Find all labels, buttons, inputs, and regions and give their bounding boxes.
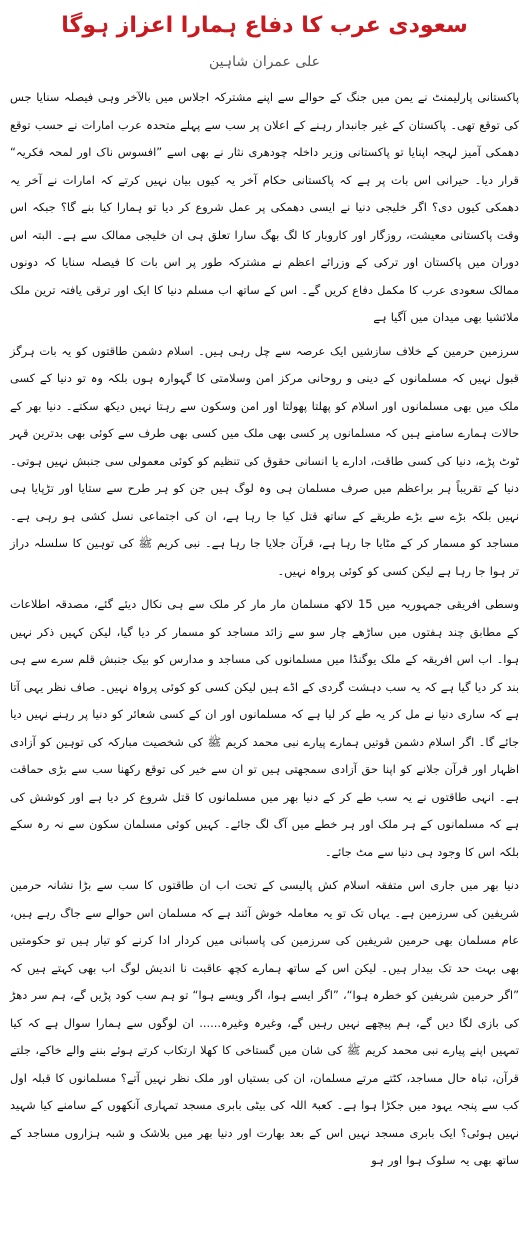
author-byline: علی عمران شاہین [209, 54, 320, 70]
article-title: سعودی عرب کا دفاع ہمارا اعزاز ہوگا [61, 13, 468, 38]
article-paragraph-1: پاکستانی پارلیمنٹ نے یمن میں جنگ کے حوالے سے اپنے مشترکہ اجلاس میں بالآخر وہی فیصلہ سنایا جس کی توقع تھی۔ پاکستان کے غیر جانبدار رہنے کے اعلان پر سب سے پہلے متحدہ عرب امارات نے حسب توقع دھمکی آمیز لہجہ اپنایا تو پاکستانی وزیر داخلہ چودھری نثار نے بھی اسے ”افسوس ناک اور لمحہ فکریہ“ قرار دیا۔ حیرانی اس بات پر ہے کہ پاکستانی حکام آخر یہ کیوں بیان نہیں کرتے کہ امارات نے آخر یہ دھمکی کیوں دی؟ اگر خلیجی دنیا نے ایسی دھمکی پر عمل شروع کر دیا تو ہمارا کیا بنے گا؟ جبکہ اس وقت پاکستانی معیشت، روزگار اور کاروبار کا لگ بھگ سارا تعلق ہی ان خلیجی ممالک سے ہے۔ البتہ اس دوران میں پاکستان اور ترکی کے وزرائے اعظم نے مشترکہ طور پر اس بات کا فیصلہ سنایا کہ دونوں ممالک سعودی عرب کا مکمل دفاع کریں گے۔ اس کے ساتھ اب مسلم دنیا کا ایک اور ترقی یافتہ ترین ملک ملائشیا بھی میدان میں آگیا ہے [10, 90, 519, 324]
article-paragraph-2: سرزمین حرمین کے خلاف سازشیں ایک عرصہ سے چل رہی ہیں۔ اسلام دشمن طاقتوں کو یہ بات ہرگز قبول نہیں کہ مسلمانوں کے دینی و روحانی مرکز امن وسلامتی کا گہوارہ ہوں بلکہ وہ تو دنیا کے کسی ملک میں بھی مسلمانوں اور اسلام کو پھلتا پھولتا اور امن وسکون سے رہتا نہیں دیکھ سکتے۔ دنیا بھر کے حالات ہمارے سامنے ہیں کہ مسلمانوں پر کسی بھی ملک میں کسی بھی طرف سے کوئی بھی بدترین قہر ٹوٹ پڑے، دنیا کی کسی طاقت، ادارے یا انسانی حقوق کی تنظیم کو کوئی معمولی سی جنبش نہیں ہوتی۔ دنیا کے تقریباً ہر براعظم میں صرف مسلمان ہی وہ لوگ ہیں جن کو ہر طرح سے ستایا اور تڑپایا ہی نہیں بلکہ بڑے سے بڑے طریقے کے ساتھ قتل کیا جا رہا ہے، ان کی اجتماعی نسل کشی ہو رہی ہے۔ مساجد کو مسمار کر کے مٹایا جا رہا ہے، قرآن جلایا جا رہا ہے۔ نبی کریم ﷺ کی توہین کا سلسلہ دراز تر ہوا جا رہا ہے لیکن کسی کو کوئی پرواہ نہیں۔ [10, 343, 519, 578]
article-paragraph-4: دنیا بھر میں جاری اس متفقہ اسلام کش پالیسی کے تحت اب ان طاقتوں کا سب سے بڑا نشانہ حرمین شریفین کی سرزمین ہے۔ یہاں تک تو یہ معاملہ خوش آئند ہے کہ مسلمان اس حوالے سے جاگ رہے ہیں، عام مسلمان بھی حرمین شریفین کی سرزمین کی پاسبانی میں کردار ادا کرنے کو تیار ہیں تو حکومتیں بھی بہت حد تک بیدار ہیں۔ لیکن اس کے ساتھ ہمارے کچھ عاقبت نا اندیش لوگ اب بھی کہتے ہیں کہ ”اگر حرمین شریفین کو خطرہ ہوا“، ”اگر ایسے ہوا، اگر ویسے ہوا“ تو ہم سب کود پڑیں گے، ہم سر دھڑ کی بازی لگا دیں گے، ہم پیچھے نہیں رہیں گے، وغیرہ وغیرہ...... ان لوگوں سے ہمارا سوال ہے کہ کیا تمہیں اپنے پیارے نبی محمد کریم ﷺ کی شان میں گستاخی کا کھلا ارتکاب کرتے ہوئے بننے والے خاکے، جلتے قرآن، تباہ حال مساجد، کٹتے مرتے مسلمان، ان کی بستیاں اور ملک نظر نہیں آتے؟ مسلمانوں کا قبلہ اول کب سے پنجہ یہود میں جکڑا ہوا ہے۔ کعبۃ اللہ کی بیٹی بابری مسجد تمہاری آنکھوں کے سامنے کیا شہید نہیں ہوئی؟ ایک بابری مسجد نہیں اس کے بعد بھارت اور دنیا بھر میں بلاشک و شبہ ہزاروں مساجد کے ساتھ بھی یہ سلوک ہوا اور ہو [10, 878, 519, 1167]
article-paragraph-3: وسطی افریقی جمہوریہ میں 15 لاکھ مسلمان مار مار کر ملک سے ہی نکال دیئے گئے، مصدقہ اطلاعات کے مطابق چند ہفتوں میں ساڑھے چار سو سے زائد مساجد کو مسمار کر دیا گیا، لیکن کہیں ذکر نہیں ہوا۔ اب اس افریقہ کے ملک یوگنڈا میں مسلمانوں کی مساجد و مدارس کو بیک جنبش قلم سرے سے ہی بند کر دیا گیا ہے کہ یہ سب دہشت گردی کے اڈے ہیں لیکن کسی کو کوئی پرواہ نہیں۔ صاف نظر یہی آتا ہے کہ ساری دنیا نے مل کر یہ طے کر لیا ہے کہ مسلمانوں اور ان کے کسی شعائر کو دنیا پر رہنے نہیں دیا جائے گا۔ اگر اسلام دشمن قوتیں ہمارے پیارے نبی محمد کریم ﷺ کی شخصیت مبارکہ کی توہین کو آزادی اظہار اور قرآن جلانے کو اپنا حق آزادی سمجھتی ہیں تو ان سے خیر کی توقع رکھنا سب سے بڑی حماقت ہے۔ انہی طاقتوں نے یہ سب طے کر کے دنیا بھر میں مسلمانوں کا قتل شروع کر دیا ہے اور کوشش کی ہے کہ مسلمانوں کے ہر ملک اور ہر خطے میں آگ لگ جائے۔ کہیں کوئی مسلمان سکون سے نہ رہ سکے بلکہ اس کا وجود ہی دنیا سے مٹ جائے۔ [10, 597, 519, 859]
